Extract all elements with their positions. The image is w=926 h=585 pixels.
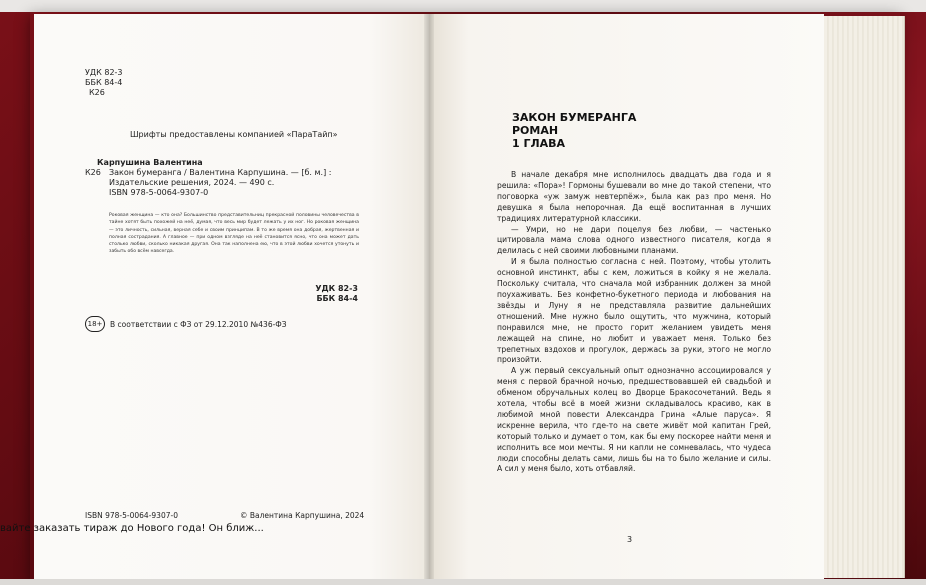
- age-rating-row: [85, 316, 287, 332]
- title-line: РОМАН: [512, 124, 559, 137]
- paragraph: И я была полностью согласна с ней. Поэтому, чтобы утолить основной инстинкт, абы с кем, ложиться в койку я не желала. Поскольку считала, что сначала мой избранник должен за мной поухаживать. Без конфетно-букетного периода и любования на звёзды и Луну я не представляла развитие дальнейших отношений. Мне нужно было ощутить, что мужчина, который понравился мне, не просто горит желанием увидеть меня лежащей на спине, но любит и уважает меня. Только без трепетных вздохов и прогулок, держась за руки, этого не могло произойти.: [497, 257, 771, 365]
- bibliographic-record: [85, 168, 331, 198]
- page-stack-edge: [824, 16, 905, 578]
- author-mark: К26: [89, 88, 105, 97]
- copyright-footer: © Валентина Карпушина, 2024: [240, 511, 365, 520]
- age-rating-badge: 18+: [85, 316, 105, 332]
- age-rating-text: В соответствии с ФЗ от 29.12.2010 №436-ФЗ: [110, 319, 287, 329]
- isbn-footer: ISBN 978-5-0064-9307-0: [85, 511, 178, 520]
- udk-block-right: [300, 284, 358, 304]
- biblio-line: ISBN 978-5-0064-9307-0: [109, 188, 209, 197]
- title-line: 1 ГЛАВА: [512, 137, 566, 150]
- paragraph: А уж первый сексуальный опыт однозначно ассоциировался у меня с первой брачной ночью, предшествовавшей ей свадьбой и обменом обручальных колец во Дворце Бракосочетаний. Ведь я хотела, чтобы всё в моей жизни складывалось красиво, как в любимой мной повести Александра Грина «Алые паруса». Я искренне верила, что где-то на свете живёт мой капитан Грей, который только и думает о том, как бы ему поскорее найти меня и исполнить все мои мечты. Я ни капли не сомневалась, что чудеса люди способны делать сами, лишь бы на то было желание и силы. А сил у меня было, хоть отбавляй.: [497, 366, 771, 474]
- biblio-code: К26: [85, 168, 101, 177]
- promo-ticker-text[interactable]: вайте заказать тираж до Нового года! Он ближ...: [0, 523, 264, 534]
- title-line: ЗАКОН БУМЕРАНГА: [512, 111, 637, 124]
- biblio-line: Закон бумеранга / Валентина Карпушина. — [б. м.] :: [109, 168, 332, 177]
- paragraph: — Умри, но не дари поцелуя без любви, — частенько цитировала мама слова одного известного писателя, когда я делилась с ней своими любовными планами.: [497, 224, 771, 256]
- udk-code: УДК 82-3: [315, 284, 358, 293]
- bottom-bar: [0, 579, 926, 585]
- bbk-code: ББК 84-4: [316, 294, 358, 303]
- annotation-text: Роковая женщина — кто она? Большинство представительниц прекрасной половины человечества в тайне хотят быть похожей на неё, думая, что весь мир будет лежать у их ног. Но роковая женщина — это личность, сильная, верная себе и своим принципам. В то же время она добрая, жертвенная и полная сострадания. А главное — при одном взгляде на неё становится ясно, что она может дать столько любви, сколько никакая другая. Она так наполнена ею, что в этой любви хочется утонуть и забыть обо всём навсегда.: [109, 213, 359, 255]
- chapter-body: [497, 170, 771, 475]
- author-name: Карпушина Валентина: [97, 158, 203, 167]
- udk-block-top: [85, 68, 123, 98]
- book-page-left: [34, 14, 429, 580]
- chapter-title: [512, 111, 636, 150]
- page-number: 3: [627, 535, 633, 544]
- paragraph: В начале декабря мне исполнилось двадцать два года и я решила: «Пора»! Гормоны бушевали во мне до такой степени, что поговорка «уж замуж невтерпёж», была как раз про меня. Но девушка я была непорочная. Да ещё воспитанная в лучших традициях литературной классики.: [497, 170, 771, 223]
- biblio-line: Издательские решения, 2024. — 490 с.: [109, 178, 275, 187]
- fonts-note: Шрифты предоставлены компанией «ПараТайп»: [130, 130, 338, 139]
- top-bar: [0, 0, 926, 12]
- bbk-code: ББК 84-4: [85, 78, 123, 87]
- book-gutter: [424, 14, 434, 580]
- udk-code: УДК 82-3: [85, 68, 123, 77]
